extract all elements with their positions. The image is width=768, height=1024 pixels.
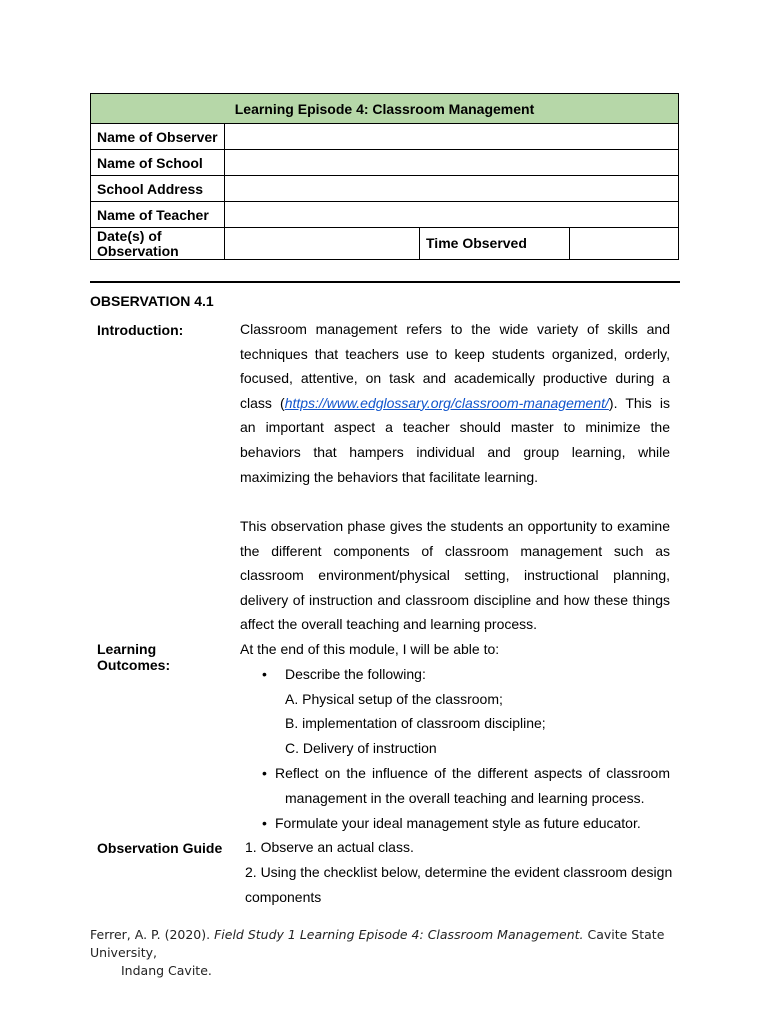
citation-prefix: Ferrer, A. P. (2020). [90, 927, 215, 942]
address-label: School Address [91, 176, 225, 202]
table-title: Learning Episode 4: Classroom Management [91, 94, 679, 124]
teacher-field[interactable] [225, 202, 679, 228]
school-field[interactable] [225, 150, 679, 176]
guide-item-2-line1: 2. Using the checklist below, determine the evident classroom design [245, 864, 673, 880]
outcome-bullet-3: Formulate your ideal management style as future educator. [275, 815, 641, 831]
outcome-sub-b: B. implementation of classroom discipline; [285, 715, 546, 731]
citation-title: Field Study 1 Learning Episode 4: Classroom Management. [214, 927, 584, 942]
outcome-sub-c: C. Delivery of instruction [285, 740, 437, 756]
date-label-line2: Observation [97, 242, 179, 259]
observation-guide-label: Observation Guide [97, 840, 223, 856]
citation-line2: Indang Cavite. [121, 963, 212, 978]
section-divider [90, 281, 680, 283]
observer-label: Name of Observer [91, 124, 225, 150]
citation-suffix: Cavite State University, [90, 927, 665, 960]
table-row [91, 150, 679, 176]
teacher-label: Name of Teacher [91, 202, 225, 228]
guide-item-1: 1. Observe an actual class. [245, 839, 414, 855]
outcome-sub-a: A. Physical setup of the classroom; [285, 691, 503, 707]
outcome-bullet-1: Describe the following: [285, 666, 426, 682]
outcome-bullet-2-line2: management in the overall teaching and learning process. [285, 790, 645, 806]
bullet-icon: • [262, 815, 267, 831]
observer-field[interactable] [225, 124, 679, 150]
time-field[interactable] [570, 228, 679, 260]
date-field[interactable] [225, 228, 420, 260]
citation-footer [90, 926, 680, 980]
date-label-line1: Date(s) of [97, 227, 162, 244]
school-label: Name of School [91, 150, 225, 176]
learning-outcomes-label [97, 641, 170, 673]
observation-title: OBSERVATION 4.1 [90, 293, 214, 309]
bullet-icon: • [262, 666, 267, 682]
learning-outcomes-label-line2: Outcomes: [97, 657, 171, 673]
table-row [91, 176, 679, 202]
intro-text-after: ). This is an important aspect a teacher should master to minimize the behaviors that hampers individual and group learning, while maximizing the behaviors that facilitate learning. [240, 394, 671, 485]
outcome-bullet-2-line1: Reflect on the influence of the different aspects of classroom [275, 765, 670, 781]
introduction-label: Introduction: [97, 322, 184, 338]
time-label: Time Observed [420, 228, 570, 260]
observation-info-table [90, 93, 679, 260]
guide-item-2-line2: components [245, 889, 322, 905]
outcomes-intro: At the end of this module, I will be able to: [240, 641, 500, 657]
table-row [91, 228, 679, 260]
bullet-icon: • [262, 765, 267, 781]
learning-outcomes-label-line1: Learning [97, 641, 157, 657]
table-row [91, 202, 679, 228]
address-field[interactable] [225, 176, 679, 202]
table-row [91, 124, 679, 150]
introduction-paragraph-2: This observation phase gives the students an opportunity to examine the different components of classroom management such as classroom environment/physical setting, instructional planning, delivery of instruction and classroom discipline and how these things affect the overall teaching and learning process. [240, 518, 670, 633]
edglossary-link[interactable]: https://www.edglossary.org/classroom-management/ [284, 394, 609, 411]
intro-text-before: Classroom management refers to the wide variety of skills and techniques that teachers use to keep students organized, orderly, focused, attentive, on task and academically productive during a class ( [240, 321, 670, 411]
introduction-paragraph-1 [240, 317, 670, 489]
date-label [91, 228, 225, 260]
